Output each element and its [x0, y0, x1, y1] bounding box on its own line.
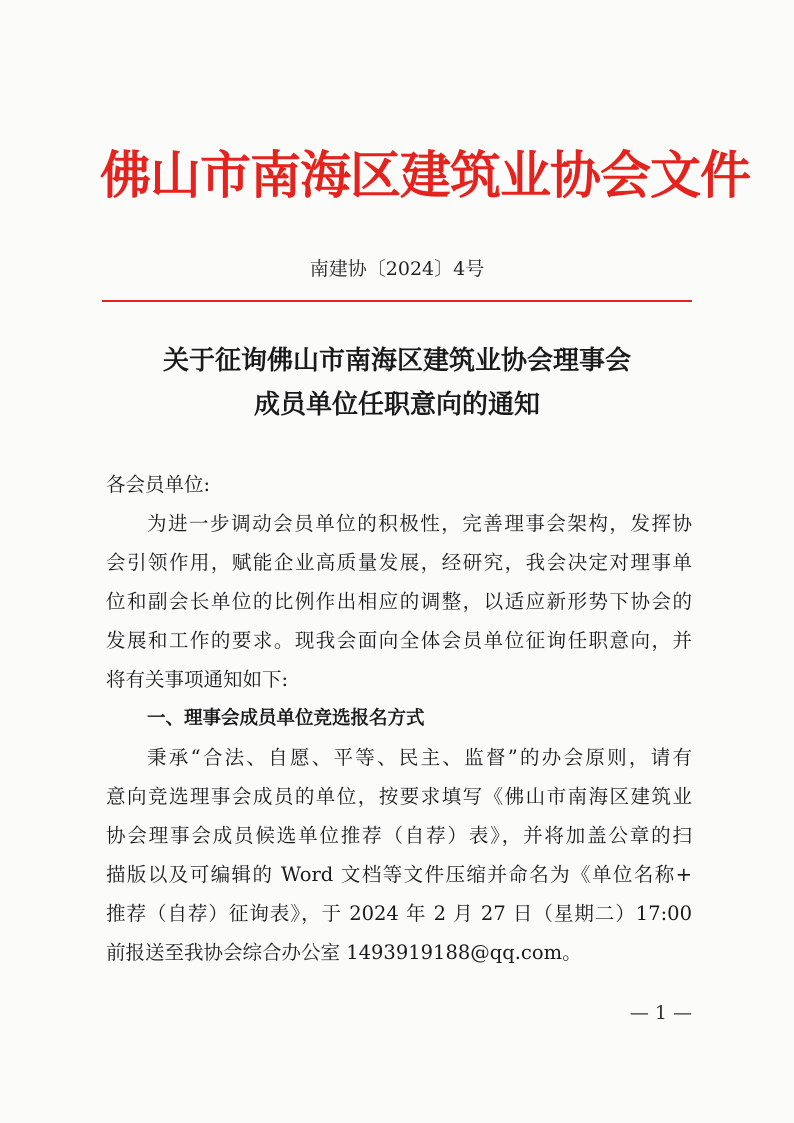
salutation: 各会员单位: [106, 473, 211, 496]
paragraph-2-line-2: 意向竞选理事会成员的单位，按要求填写《佛山市南海区建筑业 [106, 785, 692, 808]
paragraph-1-line-1: 为进一步调动会员单位的积极性，完善理事会架构，发挥协 [147, 512, 692, 535]
masthead: 佛山市南海区建筑业协会文件 [100, 147, 751, 206]
paragraph-2-line-1: 秉承“合法、自愿、平等、民主、监督”的办会原则，请有 [147, 746, 692, 769]
paragraph-2-line-5: 推荐（自荐）征询表》，于 2024 年 2 月 27 日（星期二）17:00 [106, 902, 692, 925]
paragraph-2-line-4: 描版以及可编辑的 Word 文档等文件压缩并命名为《单位名称+ [106, 863, 692, 886]
paragraph-2-line-3: 协会理事会成员候选单位推荐（自荐）表》，并将加盖公章的扫 [106, 824, 692, 847]
paragraph-1-line-4: 发展和工作的要求。现我会面向全体会员单位征询任职意向，并 [106, 629, 692, 652]
notice-title-line-1: 关于征询佛山市南海区建筑业协会理事会 [162, 346, 631, 376]
paragraph-1-line-3: 位和副会长单位的比例作出相应的调整，以适应新形势下协会的 [106, 590, 692, 613]
notice-title-line-2: 成员单位任职意向的通知 [253, 390, 540, 420]
page-number: — 1 — [629, 1002, 692, 1024]
section-1-heading: 一、理事会成员单位竞选报名方式 [147, 708, 425, 729]
paragraph-1-line-5: 将有关事项通知如下: [106, 668, 289, 691]
red-separator-rule [102, 300, 692, 302]
paragraph-1-line-2: 会引领作用，赋能企业高质量发展，经研究，我会决定对理事单 [106, 551, 692, 574]
document-number: 南建协〔2024〕4号 [309, 258, 485, 280]
paragraph-2-line-6: 前报送至我协会综合办公室 1493919188@qq.com。 [106, 941, 582, 964]
